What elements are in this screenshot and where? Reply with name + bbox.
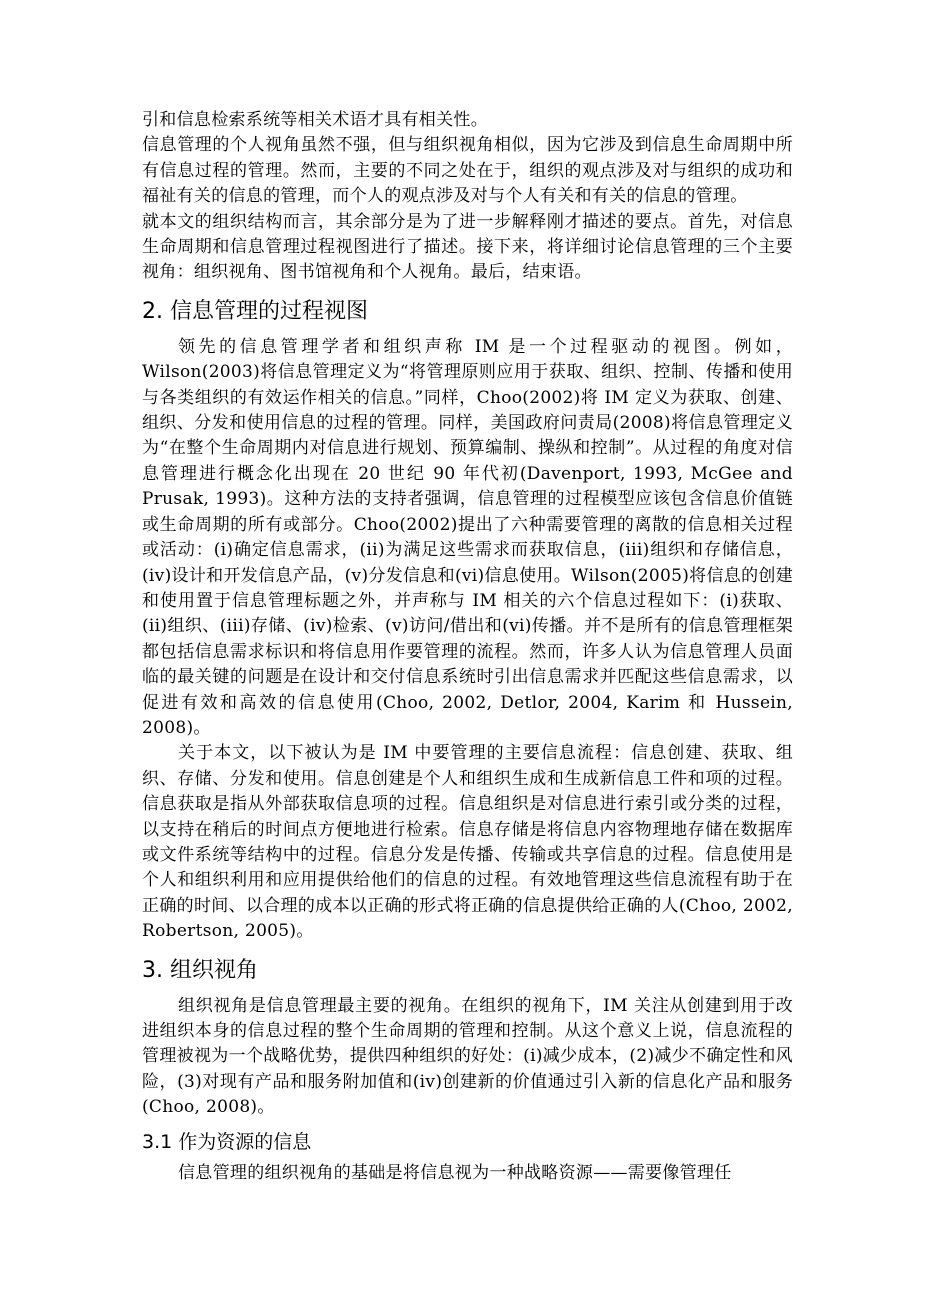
paragraph-personal-view: 信息管理的个人视角虽然不强，但与组织视角相似，因为它涉及到信息生命周期中所有信息过程的管理。然而，主要的不同之处在于，组织的观点涉及对与组织的成功和福祉有关的信息的管理，而个人的观点涉及对与个人有关和有关的信息的管理。 [142, 135, 793, 207]
paragraph-2-2: 关于本文，以下被认为是 IM 中要管理的主要信息流程：信息创建、获取、组织、存储、分发和使用。信息创建是个人和组织生成和生成新信息工件和项的过程。信息获取是指从外部获取信息项的过程。信息组织是对信息进行索引或分类的过程，以支持在稍后的时间点方便地进行检索。信息存储是将信息内容物理地存储在数据库或文件系统等结构中的过程。信息分发是传播、传输或共享信息的过程。信息使用是个人和组织利用和应用提供给他们的信息的过程。有效地管理这些信息流程有助于在正确的时间、以合理的成本以正确的形式将正确的信息提供给正确的人(Choo, 2002, Robertson, 2005)。 [142, 743, 793, 942]
paragraph-2-1: 领先的信息管理学者和组织声称 IM 是一个过程驱动的视图。例如，Wilson(2003)将信息管理定义为“将管理原则应用于获取、组织、控制、传播和使用与各类组织的有效运作相关的信息。”同样，Choo(2002)将 IM 定义为获取、创建、组织、分发和使用信息的过程的管理。同样，美国政府问责局(2008)将信息管理定义为“在整个生命周期内对信息进行规划、预算编制、操纵和控制”。从过程的角度对信息管理进行概念化出现在 20 世纪 90 年代初(Davenport, 1993, McGee and Prusak, 1993)。这种方法的支持者强调，信息管理的过程模型应该包含信息价值链或生命周期的所有或部分。Choo(2002)提出了六种需要管理的离散的信息相关过程或活动：(i)确定信息需求，(ii)为满足这些需求而获取信息，(iii)组织和存储信息，(iv)设计和开发信息产品，(v)分发信息和(vi)信息使用。Wilson(2005)将信息的创建和使用置于信息管理标题之外，并声称与 IM 相关的六个信息过程如下：(i)获取、(ii)组织、(iii)存储、(iv)检索、(v)访问/借出和(vi)传播。并不是所有的信息管理框架都包括信息需求标识和将信息用作要管理的流程。然而，许多人认为信息管理人员面临的最关键的问题是在设计和交付信息系统时引出信息需求并匹配这些信息需求，以促进有效和高效的信息使用(Choo, 2002, Detlor, 2004, Karim 和 Hussein, 2008)。 [142, 336, 793, 738]
paragraph-structure: 就本文的组织结构而言，其余部分是为了进一步解释刚才描述的要点。首先，对信息生命周期和信息管理过程视图进行了描述。接下来，将详细讨论信息管理的三个主要视角：组织视角、图书馆视角和个人视角。最后，结束语。 [142, 211, 793, 283]
section-3-1-heading: 3.1 作为资源的信息 [142, 1130, 312, 1153]
paragraph-intro-end: 引和信息检索系统等相关术语才具有相关性。 [142, 110, 488, 130]
section-2-heading: 2. 信息管理的过程视图 [142, 298, 368, 324]
section-3-heading: 3. 组织视角 [142, 957, 258, 983]
paragraph-3-1-1: 信息管理的组织视角的基础是将信息视为一种战略资源——需要像管理任 [178, 1162, 732, 1183]
paragraph-3-1: 组织视角是信息管理最主要的视角。在组织的视角下，IM 关注从创建到用于改进组织本身的信息过程的整个生命周期的管理和控制。从这个意义上说，信息流程的管理被视为一个战略优势，提供四种组织的好处：(i)减少成本，(2)减少不确定性和风险，(3)对现有产品和服务附加值和(iv)创建新的价值通过引入新的信息化产品和服务(Choo, 2008)。 [142, 995, 793, 1118]
